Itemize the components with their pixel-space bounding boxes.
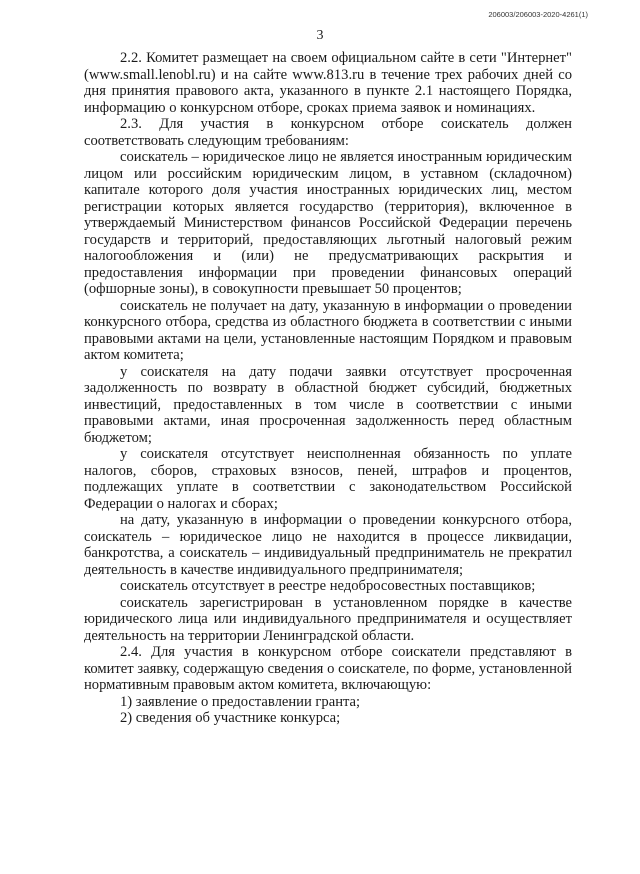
paragraph-2-4: 2.4. Для участия в конкурсном отборе соискатели представляют в комитет заявку, содержащую сведения о соискателе, по форме, установленной нормативным правовым актом комитета, включающую:: [84, 644, 572, 693]
requirement-foreign-capital: соискатель – юридическое лицо не является иностранным юридическим лицом или российским юридическим лицом, в уставном (складочном) капитале которого доля участия иностранных юридических лиц, местом регистрации которых является государство (территория), включенное в утверждаемый Министерством финансов Российской Федерации перечень государств и территорий, предоставляющих льготный налоговый режим налогообложения и (или) не предусматривающих раскрытия и предоставления информации при проведении финансовых операций (офшорные зоны), в совокупности превышает 50 процентов;: [84, 149, 572, 297]
requirement-no-budget-debt: у соискателя на дату подачи заявки отсутствует просроченная задолженность по возврату в областной бюджет субсидий, бюджетных инвестиций, предоставленных в том числе в соответствии с иными правовыми актами, иная просроченная задолженность перед областным бюджетом;: [84, 363, 572, 446]
requirement-no-other-funds: соискатель не получает на дату, указанную в информации о проведении конкурсного отбора, средства из областного бюджета в соответствии с иными правовыми актами на цели, установленные настоящим Порядком и правовым актом комитета;: [84, 297, 572, 363]
page-number: 3: [316, 28, 324, 43]
paragraph-2-2: 2.2. Комитет размещает на своем официальном сайте в сети "Интернет" (www.small.lenobl.ru) и на сайте www.813.ru в течение трех рабочих дней со дня принятия правового акта, указанного в пункте 2.1 настоящего Порядка, информацию о конкурсном отборе, сроках приема заявок и номинациях.: [84, 50, 572, 116]
list-item-1: 1) заявление о предоставлении гранта;: [120, 693, 361, 710]
requirement-not-liquidated: на дату, указанную в информации о проведении конкурсного отбора, соискатель – юридическое лицо не находится в процессе ликвидации, банкротства, а соискатель – индивидуальный предприниматель не прекратил деятельность в качестве индивидуального предпринимателя;: [84, 512, 572, 578]
requirement-no-tax-debt: у соискателя отсутствует неисполненная обязанность по уплате налогов, сборов, страховых взносов, пеней, штрафов и процентов, подлежащих уплате в соответствии с законодательством Российской Федерации о налогах и сборах;: [84, 446, 572, 512]
list-item-2: 2) сведения об участнике конкурса;: [120, 710, 341, 726]
paragraph-2-3: 2.3. Для участия в конкурсном отборе соискатель должен соответствовать следующим требованиям:: [84, 116, 572, 149]
requirement-not-in-registry: соискатель отсутствует в реестре недобросовестных поставщиков;: [120, 578, 536, 594]
document-id: 206003/206003-2020-4261(1): [488, 10, 588, 19]
document-body: [84, 50, 572, 727]
requirement-registered: соискатель зарегистрирован в установленном порядке в качестве юридического лица или индивидуального предпринимателя и осуществляет деятельность на территории Ленинградской области.: [84, 594, 572, 644]
